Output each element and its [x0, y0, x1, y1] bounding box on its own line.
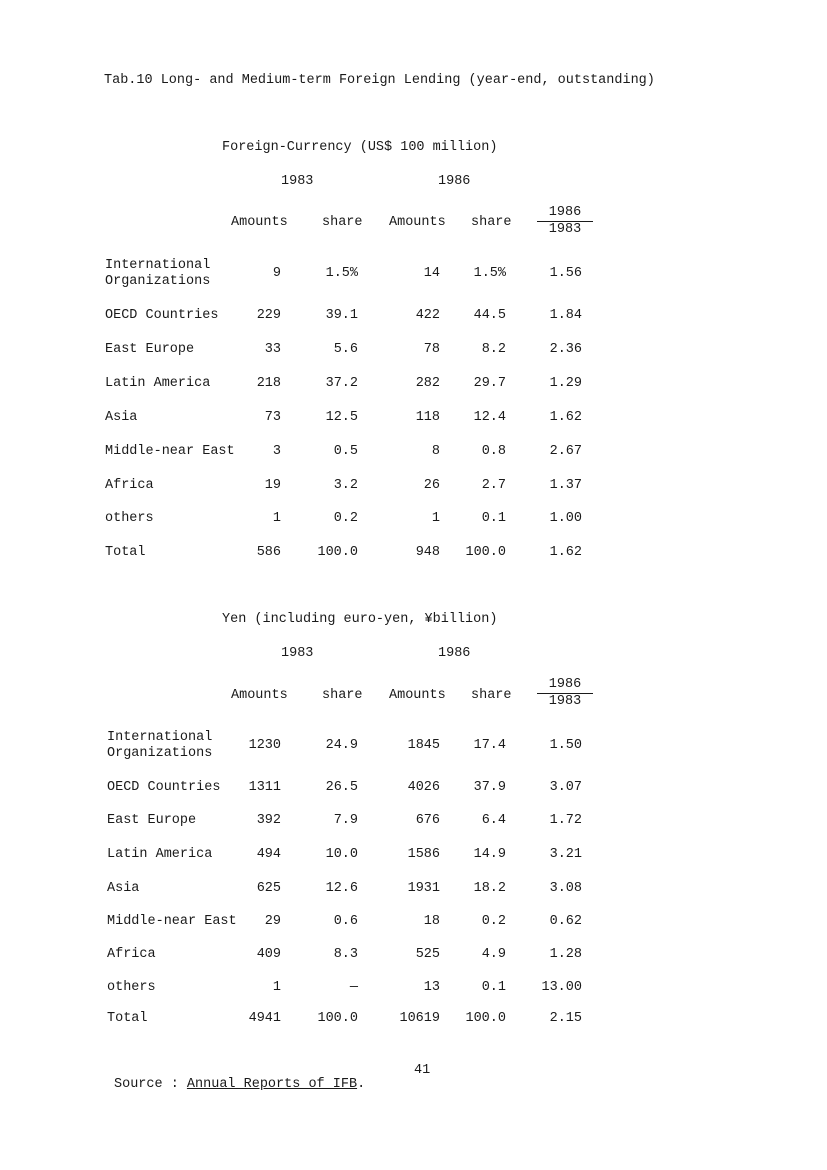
ratio-header	[537, 206, 593, 237]
cell-b-amt: 948	[415, 545, 440, 560]
row-label: OECD Countries	[105, 308, 219, 323]
row-label: International	[107, 730, 213, 745]
year-a-label: 1983	[281, 174, 314, 189]
cell-b-share: 12.4	[473, 410, 506, 425]
row-label: Asia	[107, 881, 140, 896]
row-label: Latin America	[105, 376, 211, 391]
cell-b-amt: 14	[423, 266, 440, 281]
source-suffix: .	[357, 1077, 366, 1092]
cell-a-share: 37.2	[325, 376, 358, 391]
cell-b-share: 0.2	[481, 914, 506, 929]
cell-b-share: 44.5	[473, 308, 506, 323]
row-label-line2: Organizations	[107, 746, 213, 761]
cell-b-amt: 4026	[407, 780, 440, 795]
cell-ratio: 3.08	[549, 881, 582, 896]
row-label: International	[105, 258, 211, 273]
column-header: share	[471, 688, 512, 703]
cell-a-amt: 1311	[248, 780, 281, 795]
cell-b-share: 0.8	[481, 444, 506, 459]
cell-a-share: 5.6	[333, 342, 358, 357]
cell-b-amt: 282	[415, 376, 440, 391]
cell-a-share: 100.0	[317, 545, 358, 560]
column-header: share	[322, 215, 363, 230]
cell-ratio: 3.21	[549, 847, 582, 862]
cell-ratio: 2.36	[549, 342, 582, 357]
cell-b-amt: 13	[423, 980, 440, 995]
cell-ratio: 2.67	[549, 444, 582, 459]
cell-b-share: 4.9	[481, 947, 506, 962]
section-heading: Yen (including euro-yen, ¥billion)	[222, 612, 498, 627]
table-title: Tab.10 Long- and Medium-term Foreign Lending (year-end, outstanding)	[104, 73, 655, 88]
cell-b-amt: 1	[431, 511, 440, 526]
year-b-label: 1986	[438, 646, 471, 661]
cell-ratio: 13.00	[541, 980, 582, 995]
cell-b-share: 0.1	[481, 511, 506, 526]
cell-b-amt: 118	[415, 410, 440, 425]
row-label: Africa	[107, 947, 156, 962]
row-label: Latin America	[107, 847, 213, 862]
cell-b-share: 100.0	[465, 1011, 506, 1026]
cell-ratio: 1.62	[549, 410, 582, 425]
cell-a-amt: 19	[264, 478, 281, 493]
cell-a-amt: 1	[272, 980, 281, 995]
cell-b-amt: 1845	[407, 738, 440, 753]
cell-b-share: 18.2	[473, 881, 506, 896]
ratio-denominator: 1983	[548, 222, 582, 237]
cell-a-share: 39.1	[325, 308, 358, 323]
cell-ratio: 1.29	[549, 376, 582, 391]
cell-a-amt: 625	[256, 881, 281, 896]
cell-b-share: 1.5%	[473, 266, 506, 281]
cell-b-share: 8.2	[481, 342, 506, 357]
cell-a-share: 26.5	[325, 780, 358, 795]
page-number: 41	[414, 1063, 431, 1078]
cell-b-amt: 525	[415, 947, 440, 962]
cell-a-amt: 586	[256, 545, 281, 560]
cell-a-amt: 73	[264, 410, 281, 425]
cell-a-amt: 229	[256, 308, 281, 323]
cell-a-share: 12.5	[325, 410, 358, 425]
cell-a-amt: 4941	[248, 1011, 281, 1026]
cell-b-amt: 422	[415, 308, 440, 323]
cell-b-amt: 78	[423, 342, 440, 357]
cell-a-amt: 29	[264, 914, 281, 929]
cell-ratio: 1.50	[549, 738, 582, 753]
cell-a-share: 24.9	[325, 738, 358, 753]
column-header: share	[322, 688, 363, 703]
cell-b-amt: 1586	[407, 847, 440, 862]
cell-b-amt: 676	[415, 813, 440, 828]
cell-a-amt: 409	[256, 947, 281, 962]
cell-a-amt: 33	[264, 342, 281, 357]
cell-a-share: 100.0	[317, 1011, 358, 1026]
cell-a-share: 12.6	[325, 881, 358, 896]
cell-b-share: 37.9	[473, 780, 506, 795]
cell-ratio: 2.15	[549, 1011, 582, 1026]
cell-a-share: 1.5%	[325, 266, 358, 281]
cell-b-share: 100.0	[465, 545, 506, 560]
source-prefix: Source :	[114, 1077, 187, 1092]
source-note	[114, 1077, 365, 1093]
cell-a-share: 3.2	[333, 478, 358, 493]
cell-a-amt: 3	[272, 444, 281, 459]
cell-a-amt: 494	[256, 847, 281, 862]
ratio-denominator: 1983	[548, 694, 582, 709]
cell-b-amt: 26	[423, 478, 440, 493]
cell-b-share: 6.4	[481, 813, 506, 828]
row-label: Middle-near East	[107, 914, 237, 929]
cell-b-share: 29.7	[473, 376, 506, 391]
row-label: Africa	[105, 478, 154, 493]
cell-ratio: 1.28	[549, 947, 582, 962]
cell-ratio: 1.72	[549, 813, 582, 828]
cell-a-amt: 1	[272, 511, 281, 526]
ratio-numerator: 1986	[548, 205, 582, 220]
cell-b-amt: 8	[431, 444, 440, 459]
cell-b-amt: 10619	[399, 1011, 440, 1026]
column-header: Amounts	[231, 688, 288, 703]
cell-ratio: 1.37	[549, 478, 582, 493]
row-label: East Europe	[107, 813, 197, 828]
ratio-numerator: 1986	[548, 677, 582, 692]
row-label: East Europe	[105, 342, 195, 357]
cell-ratio: 1.00	[549, 511, 582, 526]
cell-a-share: 0.2	[333, 511, 358, 526]
cell-a-share: 7.9	[333, 813, 358, 828]
ratio-header	[537, 678, 593, 709]
section-heading: Foreign-Currency (US$ 100 million)	[222, 140, 498, 155]
cell-a-share: 0.5	[333, 444, 358, 459]
cell-a-amt: 218	[256, 376, 281, 391]
cell-a-share: 0.6	[333, 914, 358, 929]
year-a-label: 1983	[281, 646, 314, 661]
cell-a-share: —	[349, 980, 358, 995]
column-header: Amounts	[389, 688, 446, 703]
row-label: Total	[107, 1011, 148, 1026]
cell-ratio: 1.56	[549, 266, 582, 281]
cell-b-share: 14.9	[473, 847, 506, 862]
row-label: others	[107, 980, 156, 995]
cell-b-share: 17.4	[473, 738, 506, 753]
cell-a-amt: 1230	[248, 738, 281, 753]
row-label: OECD Countries	[107, 780, 221, 795]
column-header: Amounts	[231, 215, 288, 230]
cell-b-amt: 1931	[407, 881, 440, 896]
cell-a-amt: 9	[272, 266, 281, 281]
column-header: share	[471, 215, 512, 230]
cell-a-share: 10.0	[325, 847, 358, 862]
cell-ratio: 3.07	[549, 780, 582, 795]
cell-a-share: 8.3	[333, 947, 358, 962]
cell-b-share: 2.7	[481, 478, 506, 493]
source-link[interactable]: Annual Reports of IFB	[186, 1077, 358, 1092]
row-label: Asia	[105, 410, 138, 425]
cell-ratio: 1.62	[549, 545, 582, 560]
row-label: Middle-near East	[105, 444, 235, 459]
year-b-label: 1986	[438, 174, 471, 189]
cell-ratio: 1.84	[549, 308, 582, 323]
column-header: Amounts	[389, 215, 446, 230]
row-label-line2: Organizations	[105, 274, 211, 289]
cell-a-amt: 392	[256, 813, 281, 828]
cell-ratio: 0.62	[549, 914, 582, 929]
row-label: Total	[105, 545, 146, 560]
cell-b-amt: 18	[423, 914, 440, 929]
cell-b-share: 0.1	[481, 980, 506, 995]
row-label: others	[105, 511, 154, 526]
